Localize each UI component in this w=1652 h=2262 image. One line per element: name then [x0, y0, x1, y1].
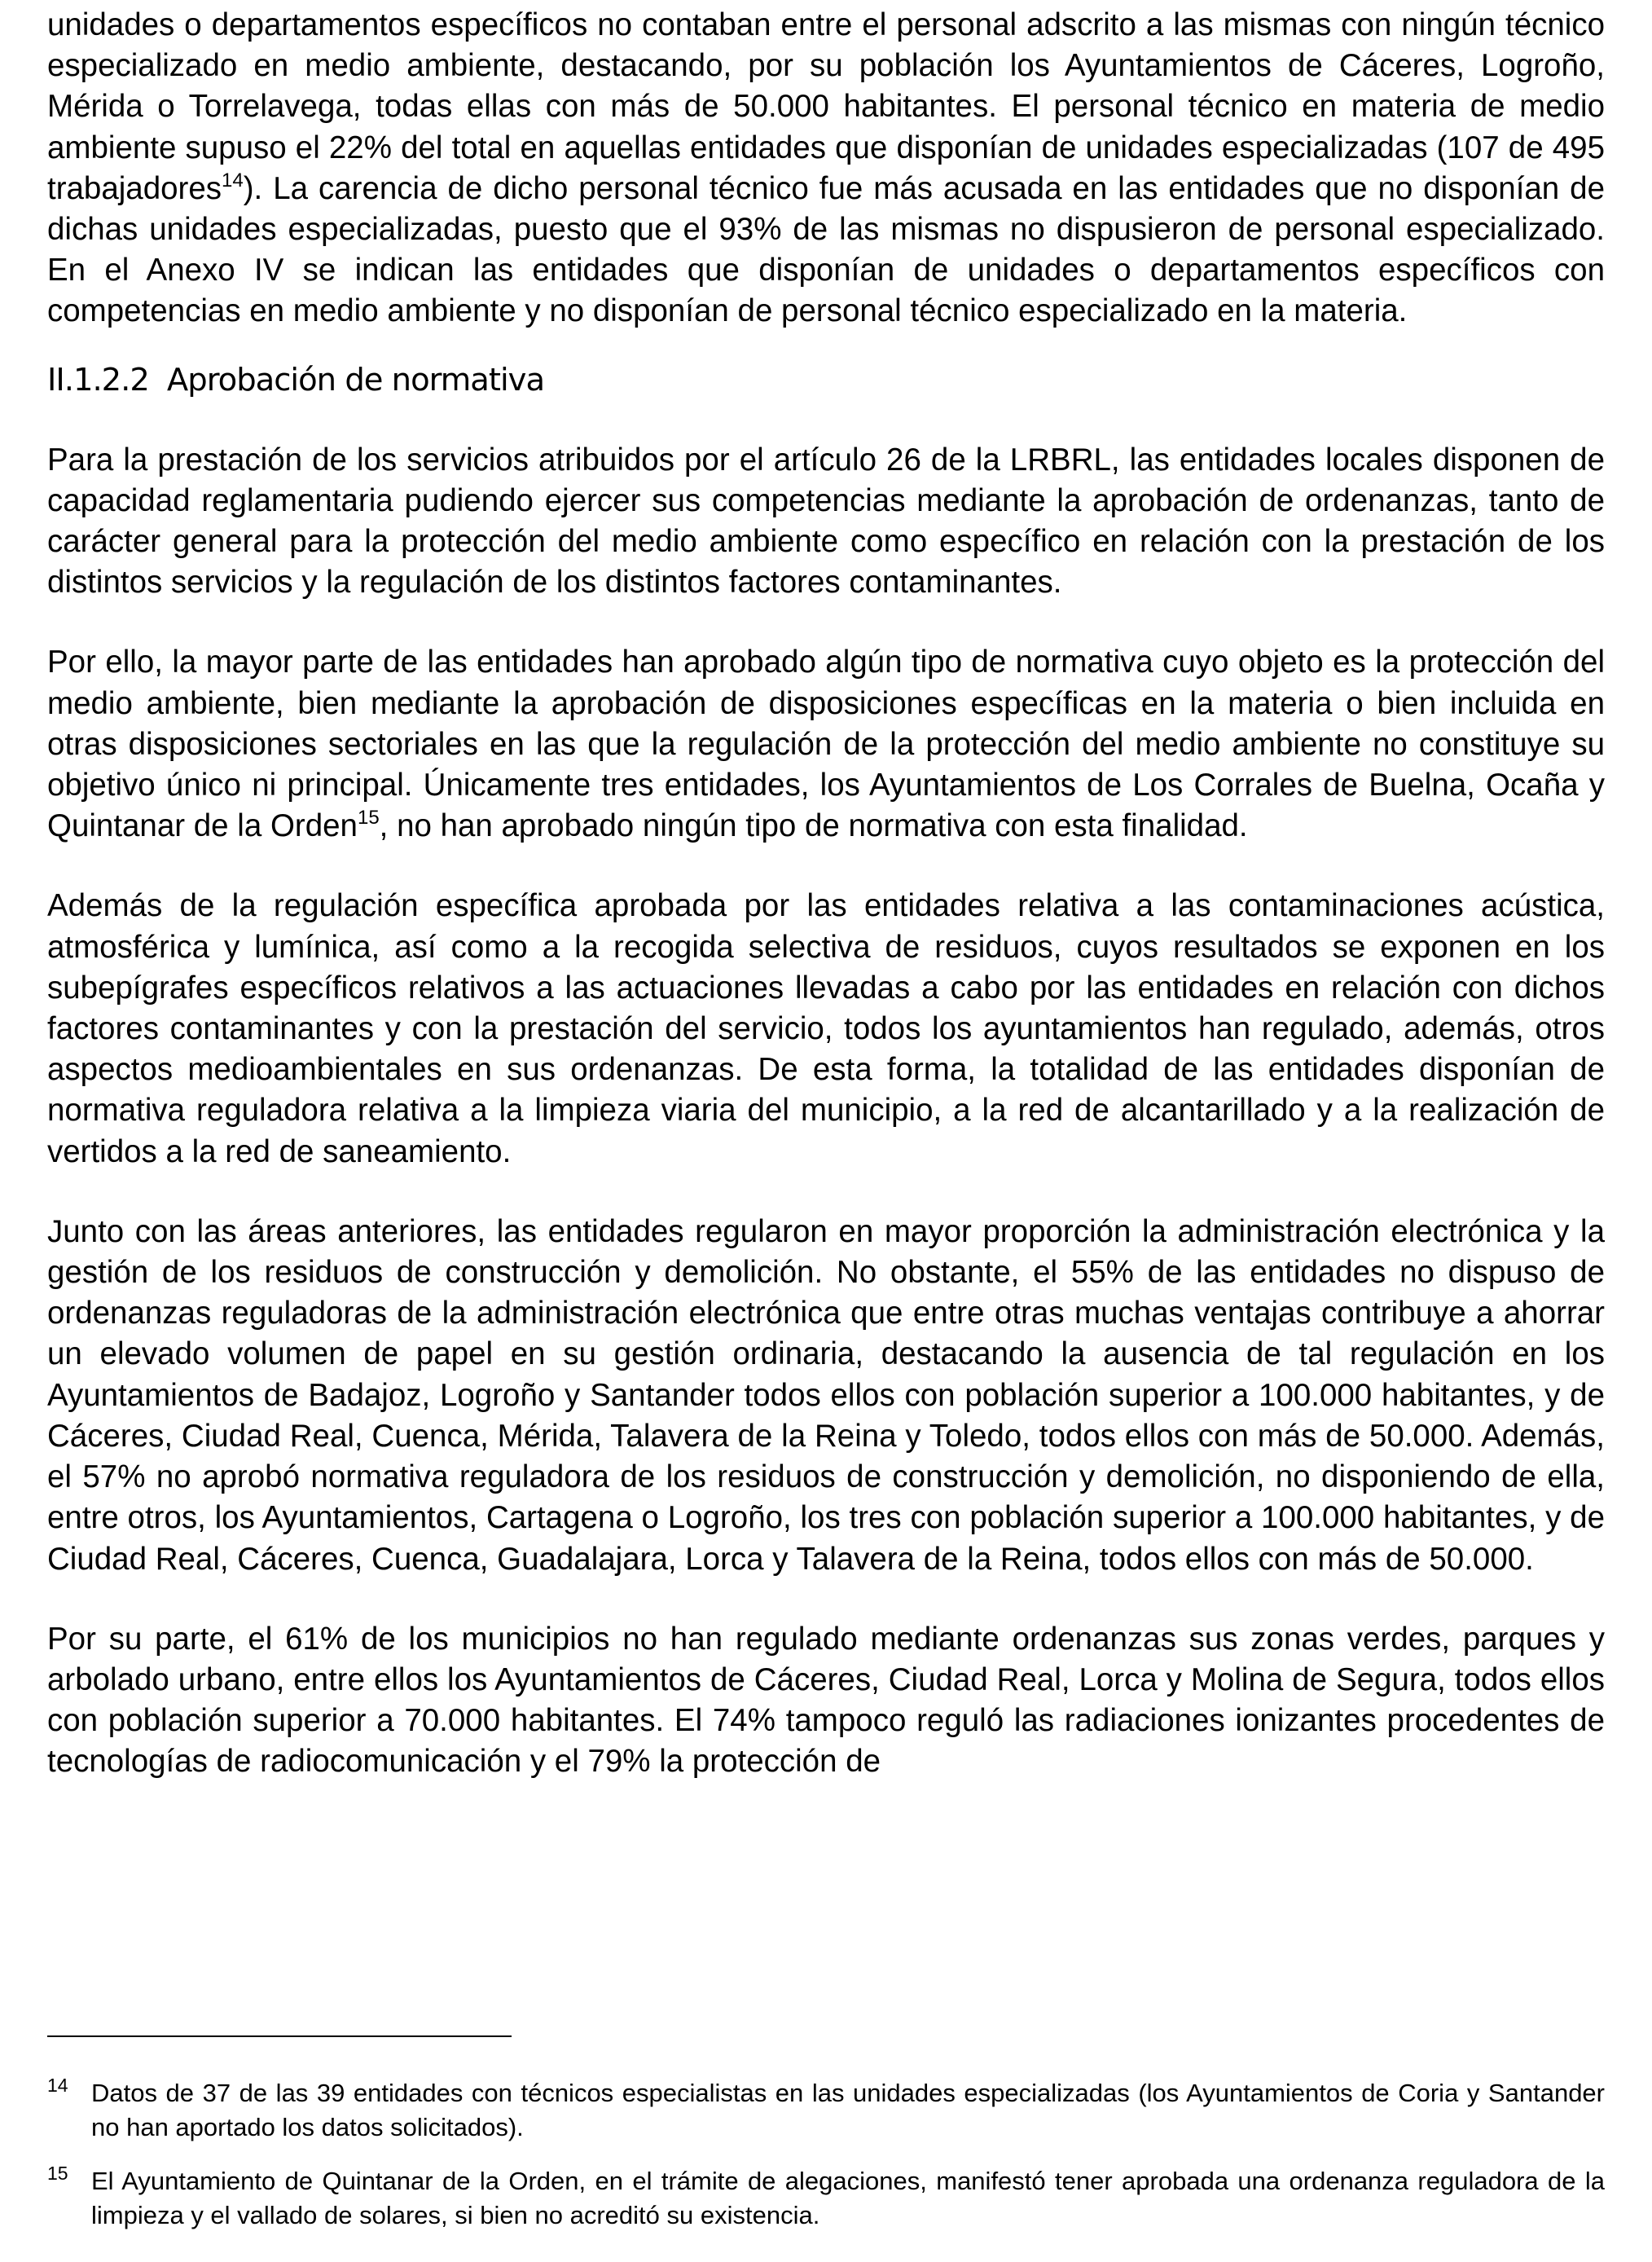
paragraph-regulatory-capacity: Para la prestación de los servicios atribuidos por el artículo 26 de la LRBRL, las entidades locales disponen de capacidad reglamentaria pudiendo ejercer sus competencias mediante la aprobación de ordenanzas, tanto de carácter general para la protección del medio ambiente como específico en relación con la prestación de los distintos servicios y la regulación de los distintos factores contaminantes. [47, 442, 1605, 601]
footnote-14 [47, 2076, 1605, 2145]
footnotes [47, 2076, 1605, 2252]
paragraph-green-zones: Por su parte, el 61% de los municipios no han regulado mediante ordenanzas sus zonas verdes, parques y arbolado urbano, entre ellos los Ayuntamientos de Cáceres, Ciudad Real, Lorca y Molina de Segura, todos ellos con población superior a 70.000 habitantes. El 74% tampoco reguló las radiaciones ionizantes procedentes de tecnologías de radiocomunicación y el 79% la protección de [47, 1621, 1605, 1780]
footnote-text: Datos de 37 de las 39 entidades con técnicos especialistas en las unidades especializadas (los Ayuntamientos de Coria y Santander no han aportado los datos solicitados). [91, 2079, 1605, 2141]
paragraph-text: ). La carencia de dicho personal técnico fue más acusada en las entidades que no disponían de dichas unidades especializadas, puesto que el 93% de las mismas no dispusieron de personal especializado. En el Anexo IV se indican las entidades que disponían de unidades o departamentos específicos con competencias en medio ambiente y no disponían de personal técnico especializado en la materia. [47, 170, 1605, 329]
footnote-number: 15 [47, 2163, 68, 2184]
section-heading [47, 360, 1605, 401]
footnote-divider [47, 2035, 512, 2037]
footnote-ref-15[interactable]: 15 [357, 807, 380, 830]
section-title: Aprobación de normativa [166, 361, 545, 398]
paragraph-other-aspects: Además de la regulación específica aprobada por las entidades relativa a las contaminaciones acústica, atmosférica y lumínica, así como a la recogida selectiva de residuos, cuyos resultados se exponen en los subepígrafes específicos relativos a las actuaciones llevadas a cabo por las entidades en relación con dichos factores contaminantes y con la prestación del servicio, todos los ayuntamientos han regulado, además, otros aspectos medioambientales en sus ordenanzas. De esta forma, la totalidad de las entidades disponían de normativa reguladora relativa a la limpieza viaria del municipio, a la red de alcantarillado y a la realización de vertidos a la red de saneamiento. [47, 888, 1605, 1169]
footnote-15 [47, 2164, 1605, 2233]
paragraph-approved-normative [47, 642, 1605, 847]
paragraph-electronic-admin: Junto con las áreas anteriores, las entidades regularon en mayor proporción la administración electrónica y la gestión de los residuos de construcción y demolición. No obstante, el 55% de las entidades no dispuso de ordenanzas reguladoras de la administración electrónica que entre otras muchas ventajas contribuye a ahorrar un elevado volumen de papel en su gestión ordinaria, destacando la ausencia de tal regulación en los Ayuntamientos de Badajoz, Logroño y Santander todos ellos con población superior a 100.000 habitantes, y de Cáceres, Ciudad Real, Cuenca, Mérida, Talavera de la Reina y Toledo, todos ellos con más de 50.000. Además, el 57% no aprobó normativa reguladora de los residuos de construcción y demolición, no disponiendo de ella, entre otros, los Ayuntamientos, Cartagena o Logroño, los tres con población superior a 100.000 habitantes, y de Ciudad Real, Cáceres, Cuenca, Guadalajara, Lorca y Talavera de la Reina, todos ellos con más de 50.000. [47, 1213, 1605, 1577]
footnote-number: 14 [47, 2075, 68, 2096]
footnote-text: El Ayuntamiento de Quintanar de la Orden, en el trámite de alegaciones, manifestó tener aprobada una ordenanza reguladora de la limpieza y el vallado de solares, si bien no acreditó su existencia. [91, 2167, 1605, 2229]
paragraph-text: Por ello, la mayor parte de las entidades han aprobado algún tipo de normativa cuyo objeto es la protección del medio ambiente, bien mediante la aprobación de disposiciones específicas en la materia o bien incluida en otras disposiciones sectoriales en las que la regulación de la protección del medio ambiente no constituye su objetivo único ni principal. Únicamente tres entidades, los Ayuntamientos de Los Corrales de Buelna, Ocaña y Quintanar de la Orden [47, 645, 1605, 844]
paragraph-text: unidades o departamentos específicos no contaban entre el personal adscrito a las mismas con ningún técnico especializado en medio ambiente, destacando, por su población los Ayuntamientos de Cáceres, Logroño, Mérida o Torrelavega, todas ellas con más de 50.000 habitantes. El personal técnico en materia de medio ambiente supuso el 22% del total en aquellas entidades que disponían de unidades especializadas (107 de 495 trabajadores [47, 7, 1605, 206]
footnote-ref-14[interactable]: 14 [222, 169, 244, 191]
paragraph-staff [47, 5, 1605, 332]
section-number: II.1.2.2 [47, 361, 149, 398]
paragraph-text: , no han aprobado ningún tipo de normativa con esta finalidad. [379, 808, 1248, 844]
document-page [47, 5, 1605, 1783]
